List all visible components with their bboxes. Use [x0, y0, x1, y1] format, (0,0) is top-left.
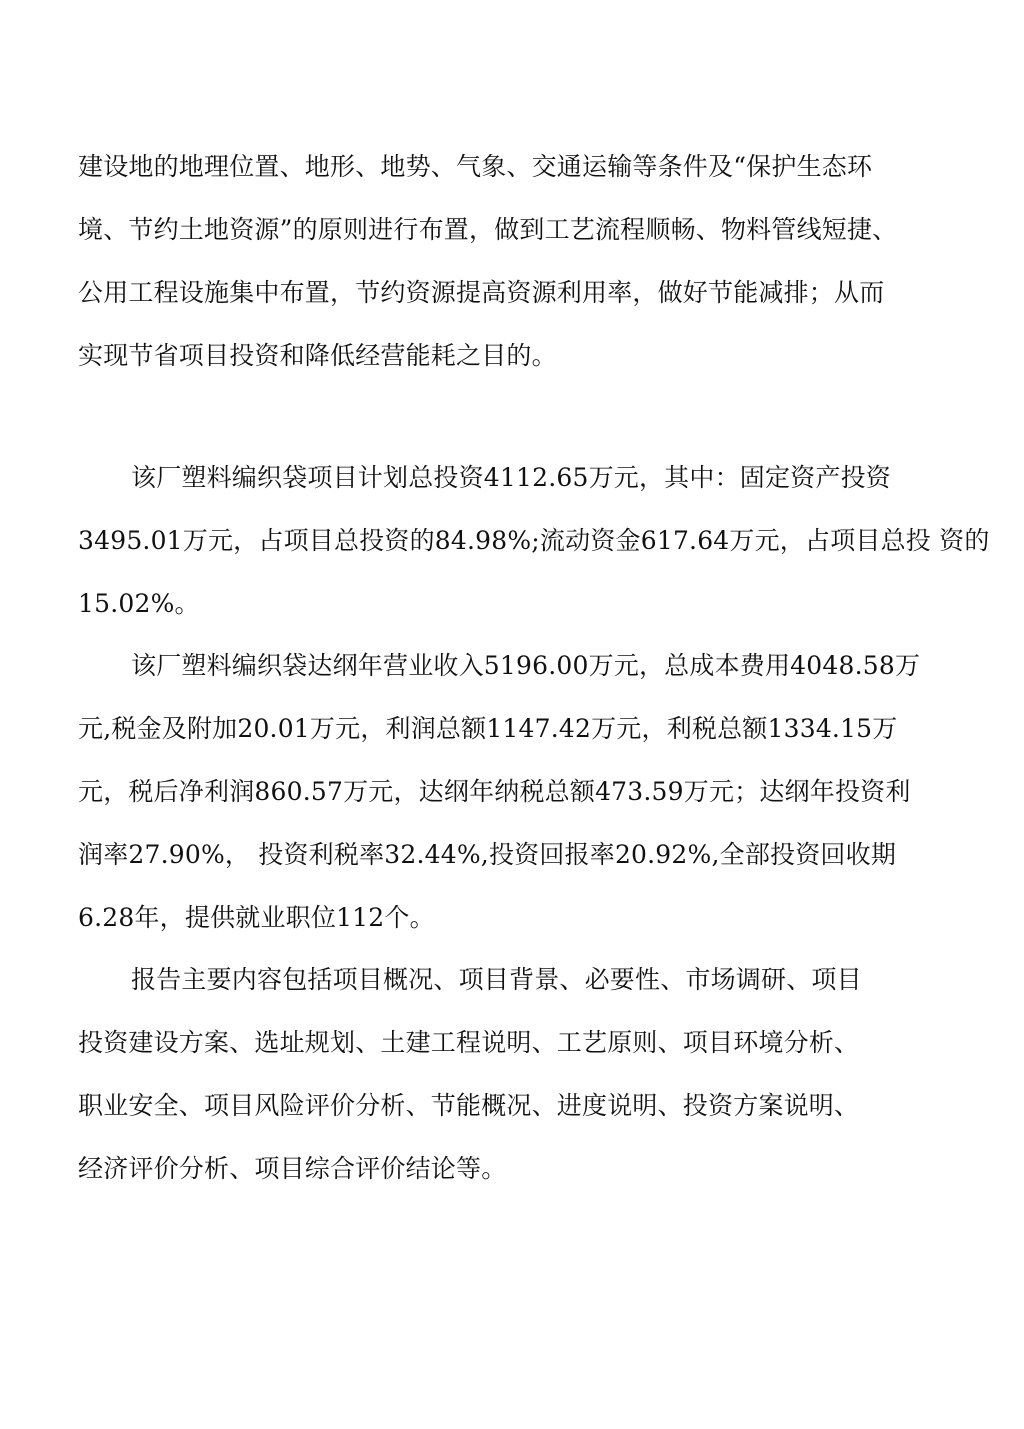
text-line: 职业安全、项目风险评价分析、节能概况、进度说明、投资方案说明、 — [78, 1091, 860, 1120]
text-line: 元,税金及附加20.01万元，利润总额1147.42万元，利税总额1334.15万 — [78, 714, 898, 743]
text-line: 境、节约土地资源”的原则进行布置，做到工艺流程顺畅、物料管线短捷、 — [78, 215, 898, 244]
text-line: 元，税后净利润860.57万元，达纲年纳税总额473.59万元；达纲年投资利 — [78, 777, 911, 806]
text-line: 建设地的地理位置、地形、地势、气象、交通运输等条件及“保护生态环 — [78, 152, 873, 181]
text-line: 实现节省项目投资和降低经营能耗之目的。 — [78, 341, 557, 370]
text-line: 15.02%。 — [78, 589, 200, 618]
text-line: 润率27.90%， 投资利税率32.44%,投资回报率20.92%,全部投资回收期 — [78, 840, 897, 869]
text-line: 该厂塑料编织袋达纲年营业收入5196.00万元，总成本费用4048.58万 — [131, 651, 921, 680]
text-line: 公用工程设施集中布置，节约资源提高资源利用率，做好节能减排；从而 — [78, 278, 885, 307]
text-line: 报告主要内容包括项目概况、项目背景、必要性、市场调研、项目 — [131, 965, 862, 994]
text-line: 该厂塑料编织袋项目计划总投资4112.65万元，其中：固定资产投资 — [131, 463, 891, 492]
text-line: 3495.01万元，占项目总投资的84.98%;流动资金617.64万元，占项目总投 资的 — [78, 526, 990, 555]
text-line: 投资建设方案、选址规划、土建工程说明、工艺原则、项目环境分析、 — [78, 1028, 860, 1057]
text-line: 6.28年，提供就业职位112个。 — [78, 903, 435, 932]
text-line: 经济评价分析、项目综合评价结论等。 — [78, 1154, 507, 1183]
